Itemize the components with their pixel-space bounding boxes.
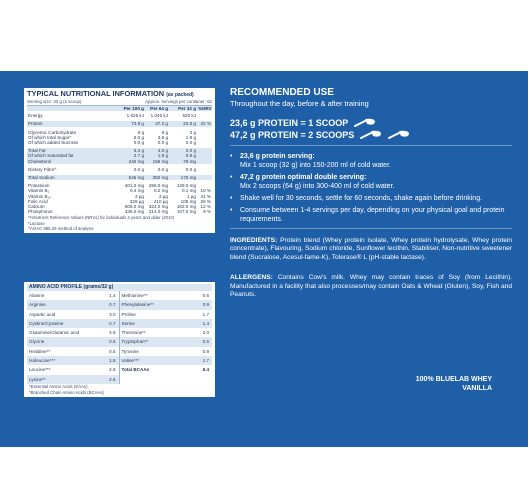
nutrition-cell: Of which total Sugar*	[28, 134, 72, 140]
nutrition-cell: 0.2 mg	[153, 188, 168, 194]
nutrition-cell: 210 µg	[153, 198, 168, 204]
nutrition-cell: 324.0 mg	[148, 204, 168, 210]
nutrition-cell: Total Sodium	[28, 175, 55, 181]
amino-name: Arginine	[29, 302, 46, 308]
amino-value: 0.5	[109, 339, 116, 345]
amino-value: 1.7	[202, 358, 209, 364]
amino-value: 2.0	[202, 330, 209, 336]
amino-grid	[27, 291, 212, 384]
amino-name: Glutamine/Glutamic acid	[29, 330, 80, 336]
amino-value: 0.6	[202, 293, 209, 298]
amino-row	[120, 337, 213, 346]
nutrition-row	[27, 121, 212, 126]
amino-row	[27, 319, 119, 328]
usage-item-heading: 47,2 g protein optimal double serving:	[240, 174, 367, 181]
nutrition-title-note: (as packed)	[166, 92, 194, 98]
nutrition-cell: 1,625 kJ	[126, 113, 144, 119]
nutrition-cell: 1 µg	[186, 193, 196, 199]
nutrition-cell: 26 %	[200, 198, 211, 204]
nutrition-cell: Total Fat	[28, 148, 46, 154]
amino-name: Proline	[121, 311, 136, 317]
amino-footnote: *Branched Chain Amino Acids (BCAAs)	[29, 389, 104, 395]
nutrition-cell: 3 µg	[134, 193, 144, 199]
amino-value: 0.7	[109, 320, 116, 326]
scoop-icon	[388, 130, 410, 140]
amino-row	[27, 291, 119, 300]
bullet: •	[230, 195, 233, 202]
usage-item	[230, 152, 512, 170]
amino-row	[120, 356, 213, 365]
nutrition-cell: 350 mg	[152, 175, 168, 181]
nutrition-footnotes	[27, 215, 212, 231]
amino-value: 1.8	[109, 358, 116, 364]
amino-name: Serine	[121, 320, 135, 326]
usage-item	[230, 194, 512, 203]
amino-row	[27, 365, 119, 374]
recommended-use-section	[230, 87, 512, 299]
nutrition-cell: Dietary Fibre^	[28, 166, 57, 172]
nutrition-cell: 175 mg	[180, 175, 196, 181]
nutrition-cell: 0.4 mg	[129, 188, 144, 194]
amino-name: Phenylalanine**	[121, 302, 154, 308]
amino-value: 2.6	[109, 376, 116, 382]
amino-value: 0.9	[202, 302, 209, 308]
nutrition-header-cell: %NRV	[198, 106, 212, 111]
nutrition-block	[27, 165, 212, 173]
nutrition-cell: 3.8 g	[157, 134, 168, 140]
amino-value: 3.0	[109, 311, 116, 317]
nutrition-cell: 0.1 mg	[181, 188, 196, 194]
amino-acid-table	[23, 281, 216, 398]
amino-footnotes	[27, 384, 212, 395]
nutrition-cell: 214.0 mg	[148, 209, 168, 215]
amino-row	[27, 328, 119, 337]
nutrition-cell: 336.0 mg	[124, 209, 144, 215]
amino-name: Aspartic acid	[29, 311, 56, 317]
amino-name: Total BCAAs	[121, 367, 150, 373]
usage-item-text: Shake well for 30 seconds, settle for 60 seconds, shake again before drinking.	[240, 195, 483, 202]
nutrition-cell: 42 %	[200, 121, 211, 127]
nutrition-cell: Potassium	[28, 183, 50, 189]
nutrition-cell	[198, 175, 212, 180]
nutrition-row	[27, 140, 212, 145]
label-panel	[0, 71, 528, 447]
nutrition-cell: 0.0 g	[157, 140, 168, 146]
nutrition-cell: 128.0 mg	[176, 183, 196, 189]
usage-instructions	[230, 145, 512, 229]
recommended-subtitle: Throughout the day, before & after training	[230, 99, 369, 108]
amino-name: Isoleucine***	[29, 358, 56, 364]
nutrition-cell: 9 g	[137, 129, 144, 135]
amino-value: 4.9	[109, 330, 116, 336]
nutrition-footnote: *Lactose	[28, 220, 45, 226]
product-title: 100% BLUELAB WHEY	[415, 376, 492, 383]
scoop-icon	[354, 118, 376, 128]
usage-item	[230, 173, 512, 191]
nutrition-cell: 107.0 mg	[176, 209, 196, 215]
allergens-text: Contains Cow's milk. Whey may contain traces of Soy (from Lecithin). Manufactured in a facility that also processes/may contain Oats & Wheat (Gluten), Soy, Fish and Peanuts.	[230, 274, 512, 299]
scoop-line-2: 47,2 g PROTEIN = 2 SCOOPS	[230, 129, 512, 141]
nutrition-cell: 6.4 g	[133, 148, 144, 154]
nutrition-cell	[198, 167, 212, 172]
nutrition-table	[23, 87, 216, 234]
nutrition-header-cell	[27, 106, 122, 111]
amino-value: 2.9	[109, 367, 116, 373]
bullet: •	[230, 174, 233, 181]
amino-name: Tyrosine	[121, 348, 139, 354]
nutrition-row	[27, 167, 212, 172]
nutrition-cell: 545 mg	[128, 175, 144, 181]
usage-item-heading: 23,6 g protein serving:	[240, 153, 315, 160]
amino-row	[27, 375, 119, 384]
amino-value: 1.4	[202, 320, 209, 326]
nutrition-footnote: *%Nutrient Reference Values (NRVs) for individuals 4 years and older (2010)	[28, 215, 175, 221]
ingredients-text: Protein blend (Whey protein isolate, Whey protein hydrolysate, Whey protein concentrate), Flavouring, Sodium chloride, Sunflower lecithin, Stabiliser, Non-nutritive sweetener blend (Sucralose, Acesul-fame-K), Tolerase® L (pH-stable lactase).	[230, 237, 512, 261]
nutrition-cell: Of which Saturated fat	[28, 153, 74, 159]
nutrition-cell: 256.0 mg	[148, 183, 168, 189]
nutrition-cell: Of which added Sucrose	[28, 140, 79, 146]
nutrition-cell: 329 µg	[129, 198, 144, 204]
amino-value: 1.7	[202, 311, 209, 317]
amino-row	[120, 291, 213, 300]
amino-name: Methionine**	[121, 293, 148, 298]
nutrition-cell: 6 g	[161, 129, 168, 135]
recommended-title: RECOMMENDED USE	[230, 87, 334, 98]
nutrition-cell: 156 mg	[152, 158, 168, 164]
nutrition-cell: Glycemic Carbohydrate	[28, 129, 76, 135]
nutrition-cell: 1,040 kJ	[150, 113, 168, 119]
serving-size: Serving size: 32 g (1 scoop)	[27, 99, 82, 104]
usage-item-text: Mix 1 scoop (32 g) into 150-200 ml of cold water.	[240, 162, 391, 169]
nutrition-cell: 9 %	[203, 209, 211, 215]
nutrition-header-cell: Per 100 g	[123, 106, 144, 111]
nutrition-row	[27, 113, 212, 118]
amino-value: 0.5	[109, 348, 116, 354]
nutrition-block	[27, 146, 212, 165]
nutrition-cell: 0.0 g	[157, 166, 168, 172]
amino-row	[120, 310, 213, 319]
allergens	[230, 274, 512, 299]
bullet: •	[230, 153, 233, 160]
nutrition-cell: Vitamin B₁	[28, 188, 50, 194]
amino-name: Threonine**	[121, 330, 146, 336]
nutrition-cell: 0.0 g	[133, 166, 144, 172]
nutrition-header-row	[27, 106, 212, 111]
amino-row	[27, 356, 119, 365]
amino-row	[120, 365, 213, 374]
amino-row	[120, 319, 213, 328]
nutrition-cell: 10 %	[200, 188, 211, 194]
amino-row	[27, 310, 119, 319]
nutrition-cell: Phosphorus	[28, 209, 53, 215]
amino-title: AMINO ACID PROFILE (grams/32 g)	[27, 284, 212, 291]
amino-name: Cystine/Cysteine	[29, 320, 64, 326]
product-flavour: VANILLA	[462, 385, 492, 392]
nutrition-cell: 1.9 g	[185, 134, 196, 140]
nutrition-cell: Folic Acid	[28, 198, 48, 204]
usage-item-text: Consume between 1-4 servings per day, depending on your physical goal and protein requirements.	[240, 207, 505, 223]
nutrition-cell: 0.9 g	[185, 153, 196, 159]
amino-name: Glycine	[29, 339, 45, 345]
scoop-line-1: 23,6 g PROTEIN = 1 SCOOP	[230, 117, 512, 129]
bullet: •	[230, 207, 233, 214]
nutrition-cell: 1.9 g	[157, 153, 168, 159]
nutrition-cell: 520 kJ	[182, 113, 196, 119]
allergens-label: ALLERGENS:	[230, 274, 273, 282]
nutrition-cell: 47.2 g	[155, 121, 168, 127]
nutrition-cell: Energy	[28, 113, 43, 119]
amino-name: Tryptophan**	[121, 339, 149, 345]
usage-item-body	[240, 206, 512, 224]
nutrition-serving-info	[27, 99, 212, 106]
nutrition-cell: 401.0 mg	[124, 183, 144, 189]
nutrition-cell: Protein	[28, 121, 43, 127]
usage-item-body	[240, 173, 394, 191]
amino-column-left	[27, 291, 120, 384]
amino-value: 0.9	[202, 348, 209, 354]
nutrition-cell: 2.7 g	[133, 153, 144, 159]
nutrition-header-cell: Per 64 g	[150, 106, 168, 111]
usage-item-text: Mix 2 scoops (64 g) into 300-400 ml of cold water.	[240, 183, 395, 190]
amino-value: 1.4	[109, 293, 116, 298]
nutrition-block	[27, 181, 212, 215]
nutrition-cell: Calcium	[28, 204, 45, 210]
usage-item-body	[240, 152, 391, 170]
ingredients-label: INGREDIENTS:	[230, 237, 278, 244]
servings-per-container: Approx. servings per container: 62	[145, 99, 212, 104]
usage-item-body	[240, 194, 482, 203]
nutrition-block	[27, 173, 212, 181]
amino-name: Alanine	[29, 293, 45, 298]
nutrition-block	[27, 119, 212, 127]
nutrition-cell: 105 mg	[180, 198, 196, 204]
nutrition-cell	[198, 113, 212, 118]
nutrition-cell: 2 µg	[158, 193, 168, 199]
nutrition-row	[27, 209, 212, 214]
nutrition-cell: 23.6 g	[183, 121, 196, 127]
amino-value: 0.7	[109, 302, 116, 308]
nutrition-cell: 2.0 g	[185, 148, 196, 154]
nutrition-cell: 41 %	[200, 193, 211, 199]
amino-row	[120, 300, 213, 309]
nutrition-title: TYPICAL NUTRITIONAL INFORMATION (as packed)	[27, 89, 194, 98]
nutrition-cell: 162.0 mg	[176, 204, 196, 210]
nutrition-cell: Cholesterol	[28, 158, 52, 164]
amino-column-right	[120, 291, 213, 384]
nutrition-cell: 73.8 g	[131, 121, 144, 127]
amino-row	[27, 337, 119, 346]
nutrition-footnote: ^AOAC 985.29 method of analysis	[28, 225, 94, 231]
nutrition-cell: 3 g	[189, 129, 196, 135]
nutrition-cell: 12 %	[200, 204, 211, 210]
nutrition-cell	[198, 159, 212, 164]
nutrition-cell: 78 mg	[183, 158, 196, 164]
amino-name: Leucine***	[29, 367, 51, 373]
amino-row	[120, 347, 213, 356]
nutrition-body	[27, 106, 212, 215]
nutrition-block	[27, 111, 212, 119]
scoop-icon	[360, 130, 382, 140]
amino-name: Lysine**	[29, 376, 46, 382]
amino-value: 0.5	[202, 339, 209, 345]
amino-row	[27, 300, 119, 309]
amino-row	[120, 328, 213, 337]
usage-item	[230, 206, 512, 224]
nutrition-cell: 0.0 g	[185, 140, 196, 146]
nutrition-cell: 0.0 g	[133, 140, 144, 146]
amino-name: Histidine**	[29, 348, 51, 354]
nutrition-block	[27, 128, 212, 147]
amino-footnote: *Essential Amino Acids (EAAs)	[29, 383, 88, 389]
nutrition-cell: 4.0 g	[157, 148, 168, 154]
amino-value: 6.4	[202, 367, 209, 373]
amino-row	[27, 347, 119, 356]
nutrition-cell: 506.0 mg	[124, 204, 144, 210]
nutrition-cell: 0.0 g	[185, 166, 196, 172]
nutrition-row	[27, 159, 212, 164]
nutrition-cell: Vitamin B₁₂	[28, 193, 51, 199]
nutrition-cell: 246 mg	[128, 158, 144, 164]
amino-name: Valine***	[121, 358, 140, 364]
nutrition-row	[27, 175, 212, 180]
ingredients	[230, 237, 512, 262]
nutrition-cell: 6.0 g	[133, 134, 144, 140]
product-name	[416, 375, 492, 393]
nutrition-cell	[198, 140, 212, 145]
nutrition-header-cell: Per 32 g	[178, 106, 196, 111]
